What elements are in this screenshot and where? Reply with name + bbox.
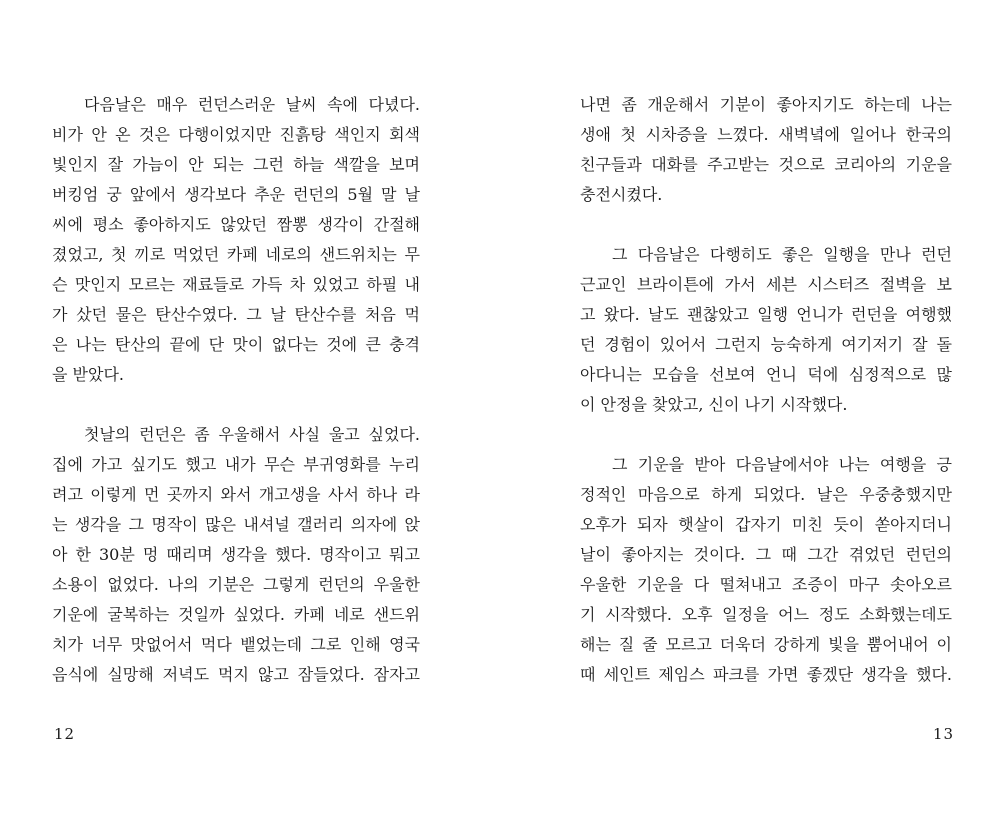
page-number: 12 <box>54 725 76 743</box>
text-line: 버킹엄 궁 앞에서 생각보다 추운 런던의 5월 말 날 <box>52 185 420 204</box>
text-line: 친구들과 대화를 주고받는 것으로 코리아의 기운을 <box>580 155 952 174</box>
text-line: 오후가 되자 햇살이 갑자기 미친 듯이 쏟아지더니 <box>580 515 952 534</box>
text-line: 는 생각을 그 명작이 많은 내셔널 갤러리 의자에 앉 <box>52 515 420 534</box>
text-line: 근교인 브라이튼에 가서 세븐 시스터즈 절벽을 보 <box>580 275 952 294</box>
left-page-text <box>52 90 420 690</box>
text-line: 우울한 기운을 다 떨쳐내고 조증이 마구 솟아오르 <box>580 575 952 594</box>
text-line: 기 시작했다. 오후 일정을 어느 정도 소화했는데도 <box>580 605 952 624</box>
paragraph <box>580 90 952 210</box>
text-line: 정적인 마음으로 하게 되었다. 날은 우중충했지만 <box>580 485 952 504</box>
text-line: 을 받았다. <box>52 365 124 384</box>
text-line: 씨에 평소 좋아하지도 않았던 짬뽕 생각이 간절해 <box>52 215 420 234</box>
paragraph-gap <box>52 390 420 420</box>
text-line: 기운에 굴복하는 것일까 싶었다. 카페 네로 샌드위 <box>52 605 420 624</box>
text-line: 아다니는 모습을 선보여 언니 덕에 심정적으로 많 <box>580 365 952 384</box>
text-line: 충전시켰다. <box>580 185 663 204</box>
text-line: 아 한 30분 멍 때리며 생각을 했다. 명작이고 뭐고 <box>52 545 420 564</box>
text-line: 날이 좋아지는 것이다. 그 때 그간 겪었던 런던의 <box>580 545 952 564</box>
text-line: 집에 가고 싶기도 했고 내가 무슨 부귀영화를 누리 <box>52 455 420 474</box>
text-line: 그 다음날은 다행히도 좋은 일행을 만나 런던 <box>612 245 952 264</box>
text-line: 가 샀던 물은 탄산수였다. 그 날 탄산수를 처음 먹 <box>52 305 420 324</box>
text-line: 졌었고, 첫 끼로 먹었던 카페 네로의 샌드위치는 무 <box>52 245 420 264</box>
paragraph <box>52 90 420 390</box>
text-line: 음식에 실망해 저녁도 먹지 않고 잠들었다. 잠자고 <box>52 665 420 684</box>
text-line: 생애 첫 시차증을 느꼈다. 새벽녘에 일어나 한국의 <box>580 125 952 144</box>
text-line: 은 나는 탄산의 끝에 단 맛이 없다는 것에 큰 충격 <box>52 335 420 354</box>
text-line: 나면 좀 개운해서 기분이 좋아지기도 하는데 나는 <box>580 95 952 114</box>
paragraph-gap <box>580 210 952 240</box>
text-line: 그 기운을 받아 다음날에서야 나는 여행을 긍 <box>612 455 952 474</box>
right-page-text <box>580 90 952 690</box>
paragraph <box>580 240 952 420</box>
text-line: 빛인지 잘 가늠이 안 되는 그런 하늘 색깔을 보며 <box>52 155 420 174</box>
text-line: 때 세인트 제임스 파크를 가면 좋겠단 생각을 했다. <box>580 665 952 684</box>
paragraph <box>580 450 952 690</box>
text-line: 이 안정을 찾았고, 신이 나기 시작했다. <box>580 395 848 414</box>
text-line: 려고 이렇게 먼 곳까지 와서 개고생을 사서 하나 라 <box>52 485 420 504</box>
text-line: 슨 맛인지 모르는 재료들로 가득 차 있었고 하필 내 <box>52 275 420 294</box>
page-number: 13 <box>933 725 955 743</box>
text-line: 치가 너무 맛없어서 먹다 뱉었는데 그로 인해 영국 <box>52 635 420 654</box>
text-line: 던 경험이 있어서 그런지 능숙하게 여기저기 잘 돌 <box>580 335 952 354</box>
paragraph-gap <box>580 420 952 450</box>
right-page <box>500 0 1000 818</box>
text-line: 비가 안 온 것은 다행이었지만 진흙탕 색인지 회색 <box>52 125 420 144</box>
text-line: 다음날은 매우 런던스러운 날씨 속에 다녔다. <box>84 95 420 114</box>
paragraph <box>52 420 420 690</box>
text-line: 첫날의 런던은 좀 우울해서 사실 울고 싶었다. <box>84 425 420 444</box>
text-line: 고 왔다. 날도 괜찮았고 일행 언니가 런던을 여행했 <box>580 305 952 324</box>
text-line: 소용이 없었다. 나의 기분은 그렇게 런던의 우울한 <box>52 575 420 594</box>
text-line: 해는 질 줄 모르고 더욱더 강하게 빛을 뿜어내어 이 <box>580 635 952 654</box>
